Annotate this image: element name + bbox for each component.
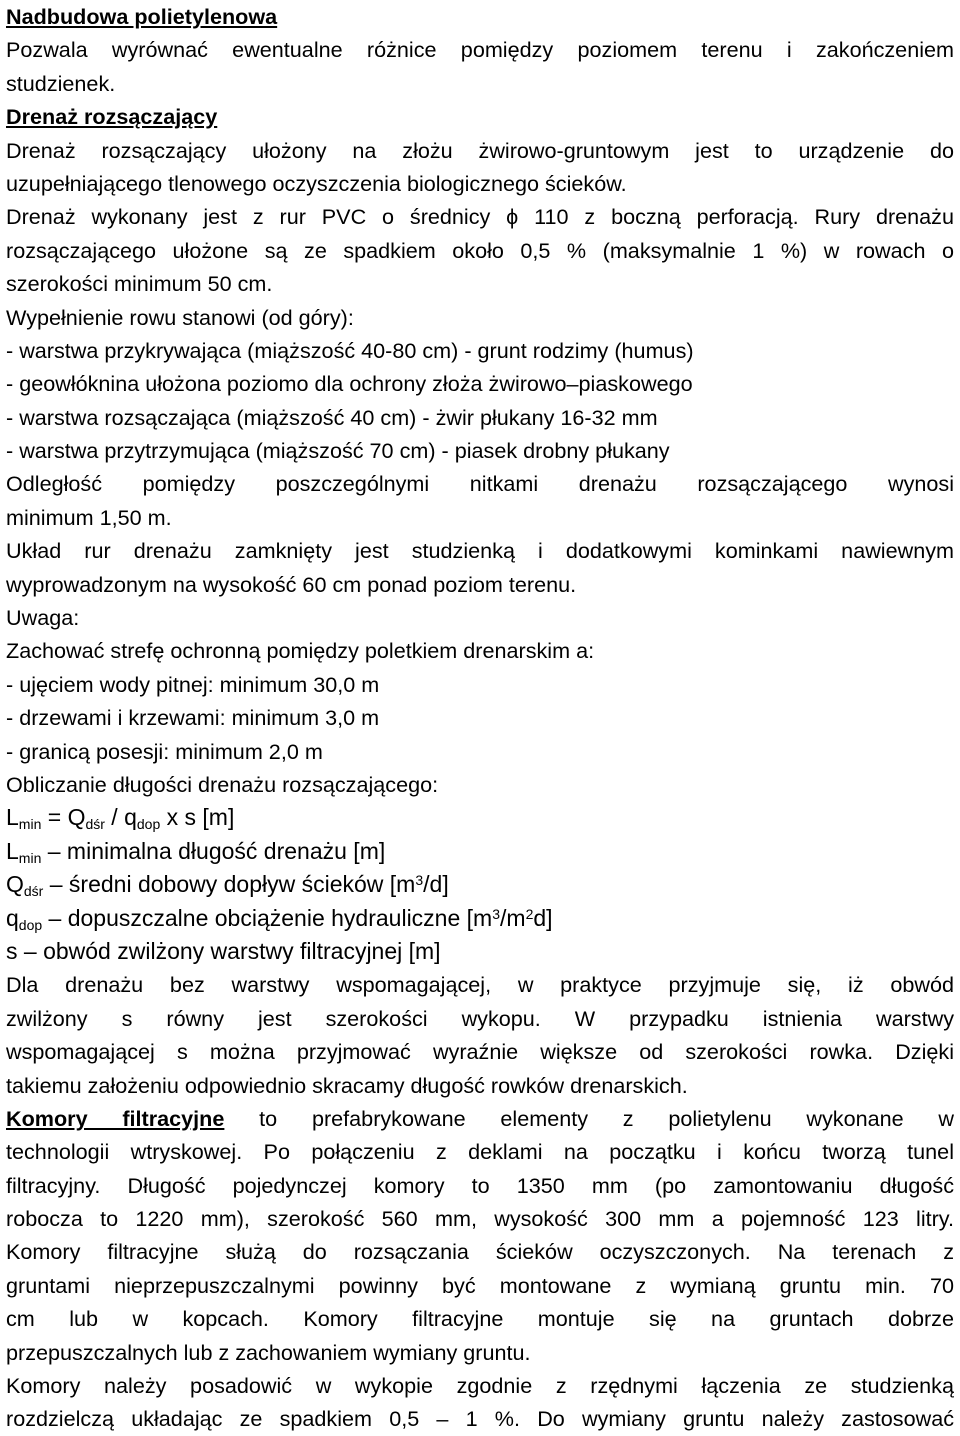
paragraph-line: rozdzielczą układając ze spadkiem 0,5 – 1 %. Do wymiany gruntu należy zastosować bbox=[6, 1406, 954, 1432]
paragraph-line: technologii wtryskowej. Po połączeniu z deklami na początku i końcu tworzą tunel bbox=[6, 1139, 954, 1165]
heading-komory: Komory filtracyjne bbox=[6, 1105, 225, 1131]
paragraph-line: robocza to 1220 mm), szerokość 560 mm, wysokość 300 mm a pojemność 123 litry. bbox=[6, 1206, 954, 1232]
list-item: - warstwa przykrywająca (miąższość 40-80 cm) - grunt rodzimy (humus) bbox=[6, 337, 694, 363]
paragraph-line: Komory należy posadowić w wykopie zgodnie z rzędnymi łączenia ze studzienką bbox=[6, 1373, 954, 1399]
paragraph-line: przepuszczalnych lub z zachowaniem wymiany gruntu. bbox=[6, 1339, 531, 1365]
heading-nadbudowa: Nadbudowa polietylenowa bbox=[6, 4, 278, 29]
paragraph-line: takiemu założeniu odpowiednio skracamy długość rowków drenarskich. bbox=[6, 1072, 688, 1098]
definition-qdsr: $Q_{dśr}$ – średni dobowy dopływ ścieków $[m^3/d]$ bbox=[6, 871, 449, 900]
list-item: - granicą posesji: minimum 2,0 m bbox=[6, 738, 323, 764]
paragraph-line: filtracyjny. Długość pojedynczej komory to 1350 mm (po zamontowaniu długość bbox=[6, 1172, 954, 1198]
definition-lmin: $L_{min}$ – minimalna długość drenażu [m] bbox=[6, 837, 386, 866]
paragraph-line: zwilżony s równy jest szerokości wykopu. W przypadku istnienia warstwy bbox=[6, 1005, 954, 1031]
paragraph-line: studzienek. bbox=[6, 70, 116, 96]
paragraph-line: gruntami nieprzepuszczalnymi powinny być montowane z wymianą gruntu min. 70 bbox=[6, 1272, 954, 1298]
paragraph-line: Odległość pomiędzy poszczególnymi nitkami drenażu rozsączającego wynosi bbox=[6, 471, 954, 497]
paragraph-line: uzupełniającego tlenowego oczyszczenia biologicznego ścieków. bbox=[6, 170, 627, 196]
paragraph-line: Uwaga: bbox=[6, 605, 80, 631]
list-item: - drzewami i krzewami: minimum 3,0 m bbox=[6, 705, 380, 731]
list-item: - geowłóknina ułożona poziomo dla ochrony złoża żwirowo–piaskowego bbox=[6, 371, 693, 397]
paragraph-line: wspomagającej s można przyjmować wyraźnie większe od szerokości rowka. Dzięki bbox=[6, 1039, 954, 1065]
paragraph-line: wyprowadzonym na wysokość 60 cm ponad poziom terenu. bbox=[6, 571, 577, 597]
definition-s: s – obwód zwilżony warstwy filtracyjnej [m] bbox=[6, 937, 441, 964]
paragraph-line: Układ rur drenażu zamknięty jest studzienką i dodatkowymi kominkami nawiewnym bbox=[6, 538, 954, 564]
komory-first-line: Komory filtracyjne to prefabrykowane elementy z polietylenu wykonane w bbox=[6, 1105, 954, 1131]
paragraph-line: szerokości minimum 50 cm. bbox=[6, 271, 273, 297]
paragraph-line: Dla drenażu bez warstwy wspomagającej, w praktyce przyjmuje się, iż obwód bbox=[6, 972, 954, 998]
heading-drenaz: Drenaż rozsączający bbox=[6, 104, 218, 130]
paragraph-line: Obliczanie długości drenażu rozsączającego: bbox=[6, 771, 439, 797]
paragraph-line: Wypełnienie rowu stanowi (od góry): bbox=[6, 304, 354, 330]
definition-qdop: $q_{dop}$ – dopuszczalne obciążenie hydrauliczne $[m^3/m^2d]$ bbox=[6, 904, 553, 933]
paragraph-line: Zachować strefę ochronną pomiędzy poletkiem drenarskim a: bbox=[6, 638, 595, 664]
paragraph-line: Pozwala wyrównać ewentualne różnice pomiędzy poziomem terenu i zakończeniem bbox=[6, 37, 954, 63]
list-item: - warstwa rozsączająca (miąższość 40 cm) - żwir płukany 16-32 mm bbox=[6, 404, 658, 430]
paragraph-line: Drenaż wykonany jest z rur PVC o średnicy ϕ 110 z boczną perforacją. Rury drenażu bbox=[6, 204, 954, 230]
paragraph-line: minimum 1,50 m. bbox=[6, 504, 172, 530]
paragraph-line: rozsączającego ułożone są ze spadkiem około 0,5 % (maksymalnie 1 %) w rowach o bbox=[6, 237, 954, 263]
list-item: - ujęciem wody pitnej: minimum 30,0 m bbox=[6, 671, 380, 697]
paragraph-line: Drenaż rozsączający ułożony na złożu żwirowo-gruntowym jest to urządzenie do bbox=[6, 137, 954, 163]
list-item: - warstwa przytrzymująca (miąższość 70 cm) - piasek drobny płukany bbox=[6, 438, 670, 464]
paragraph-line: cm lub w kopcach. Komory filtracyjne montuje się na gruntach dobrze bbox=[6, 1306, 954, 1332]
paragraph-line: Komory filtracyjne służą do rozsączania ścieków oczyszczonych. Na terenach z bbox=[6, 1239, 954, 1265]
formula-line: $L_{min} = Q_{dśr} / q_{dop}$ x s [m] bbox=[6, 804, 235, 833]
